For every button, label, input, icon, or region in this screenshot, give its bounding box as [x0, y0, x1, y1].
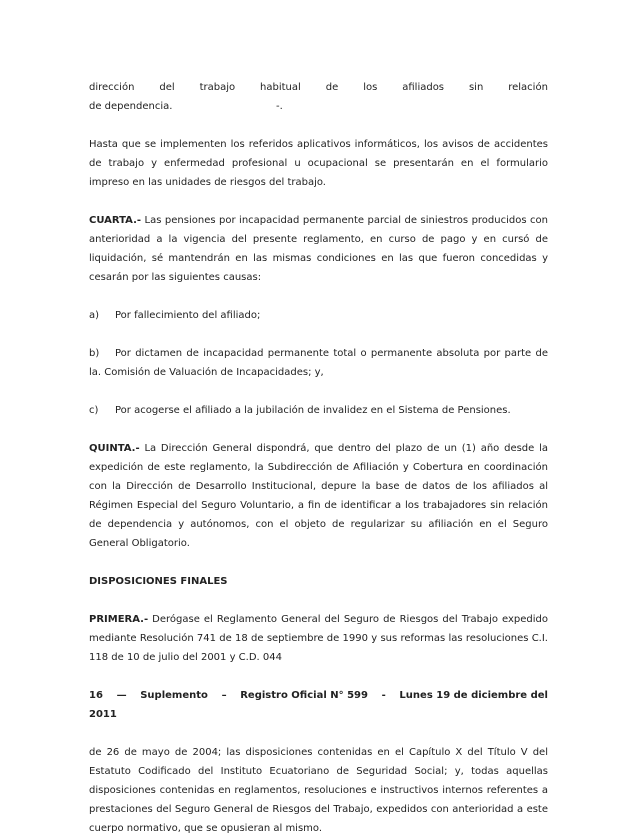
document-page — [89, 78, 548, 838]
word: dirección — [89, 82, 135, 93]
clause-label: QUINTA.- — [89, 443, 140, 454]
clause-text: La Dirección General dispondrá, que dentro del plazo de un (1) año desde la expedición de este reglamento, la Subdirección de Afiliación y Cobertura en coordinación con la Dirección de Desarrollo Institucional, depure la base de datos de los afiliados al Régimen Especial del Seguro Voluntario, a fin de identificar a los trabajadores sin relación de dependencia y autónomos, con el objeto de regularizar su afiliación en el Seguro General Obligatorio. — [89, 443, 548, 549]
clause-text: Derógase el Reglamento General del Seguro de Riesgos del Trabajo expedido mediante Resolución 741 de 18 de septiembre de 1990 y sus reformas las resoluciones C.I. 118 de 10 de julio del 2001 y C.D. 044 — [89, 614, 548, 663]
clause-label: PRIMERA.- — [89, 614, 149, 625]
list-item-text: Por acogerse el afiliado a la jubilación de invalidez en el Sistema de Pensiones. — [115, 405, 511, 416]
separator: — — [116, 690, 127, 701]
list-item-label: a) — [89, 310, 100, 321]
list-item — [89, 344, 548, 382]
page-number: 16 — [89, 690, 103, 701]
list-item-text: Por dictamen de incapacidad permanente total o permanente absoluta por parte de la. Comisión de Valuación de Incapacidades; y, — [89, 348, 548, 378]
word: afiliados — [402, 82, 445, 93]
paragraph: de 26 de mayo de 2004; las disposiciones contenidas en el Capítulo X del Título V del Estatuto Codificado del Instituto Ecuatoriano de Seguridad Social; y, todas aquellas disposiciones contenidas en reglamentos, resoluciones e instructivos internos referentes a prestaciones del Seguro General de Riesgos del Trabajo, expedidos con anterioridad a este cuerpo normativo, que se opusieran al mismo. — [89, 747, 548, 834]
list-item — [89, 306, 548, 325]
word: trabajo — [199, 82, 236, 93]
word: los — [363, 82, 378, 93]
word: habitual — [260, 82, 301, 93]
clause-primera — [89, 610, 548, 667]
separator: - — [381, 690, 386, 701]
list-item-label: c) — [89, 405, 99, 416]
list-item — [89, 401, 548, 420]
clause-label: CUARTA.- — [89, 215, 142, 226]
clause-quinta — [89, 439, 548, 553]
word: de — [325, 82, 339, 93]
header-text: Registro Oficial N° 599 — [240, 690, 368, 701]
page-header — [89, 686, 548, 705]
clause-cuarta — [89, 211, 548, 287]
text-fragment: de dependencia. — [89, 101, 173, 112]
clause-text: Las pensiones por incapacidad permanente parcial de siniestros producidos con anterioridad a la vigencia del presente reglamento, en curso de pago y en cursó de liquidación, sé mantendrán en las mismas condiciones en las que fueron concedidas y cesarán por las siguientes causas: — [89, 215, 548, 283]
separator: – — [221, 690, 227, 701]
list-item-text: Por fallecimiento del afiliado; — [115, 310, 261, 321]
paragraph-line — [89, 97, 548, 116]
section-heading: DISPOSICIONES FINALES — [89, 576, 228, 587]
header-text: Suplemento — [140, 690, 208, 701]
header-date: Lunes 19 de diciembre del — [399, 690, 548, 701]
paragraph: Hasta que se implementen los referidos aplicativos informáticos, los avisos de accidentes de trabajo y enfermedad profesional u ocupacional se presentarán en el formulario impreso en las unidades de riesgos del trabajo. — [89, 139, 548, 188]
list-item-label: b) — [89, 348, 100, 359]
word: del — [159, 82, 175, 93]
page-header-year: 2011 — [89, 709, 117, 720]
text-fragment: -. — [276, 101, 283, 112]
word: sin — [468, 82, 484, 93]
word: relación — [508, 82, 548, 93]
paragraph-line — [89, 78, 548, 97]
